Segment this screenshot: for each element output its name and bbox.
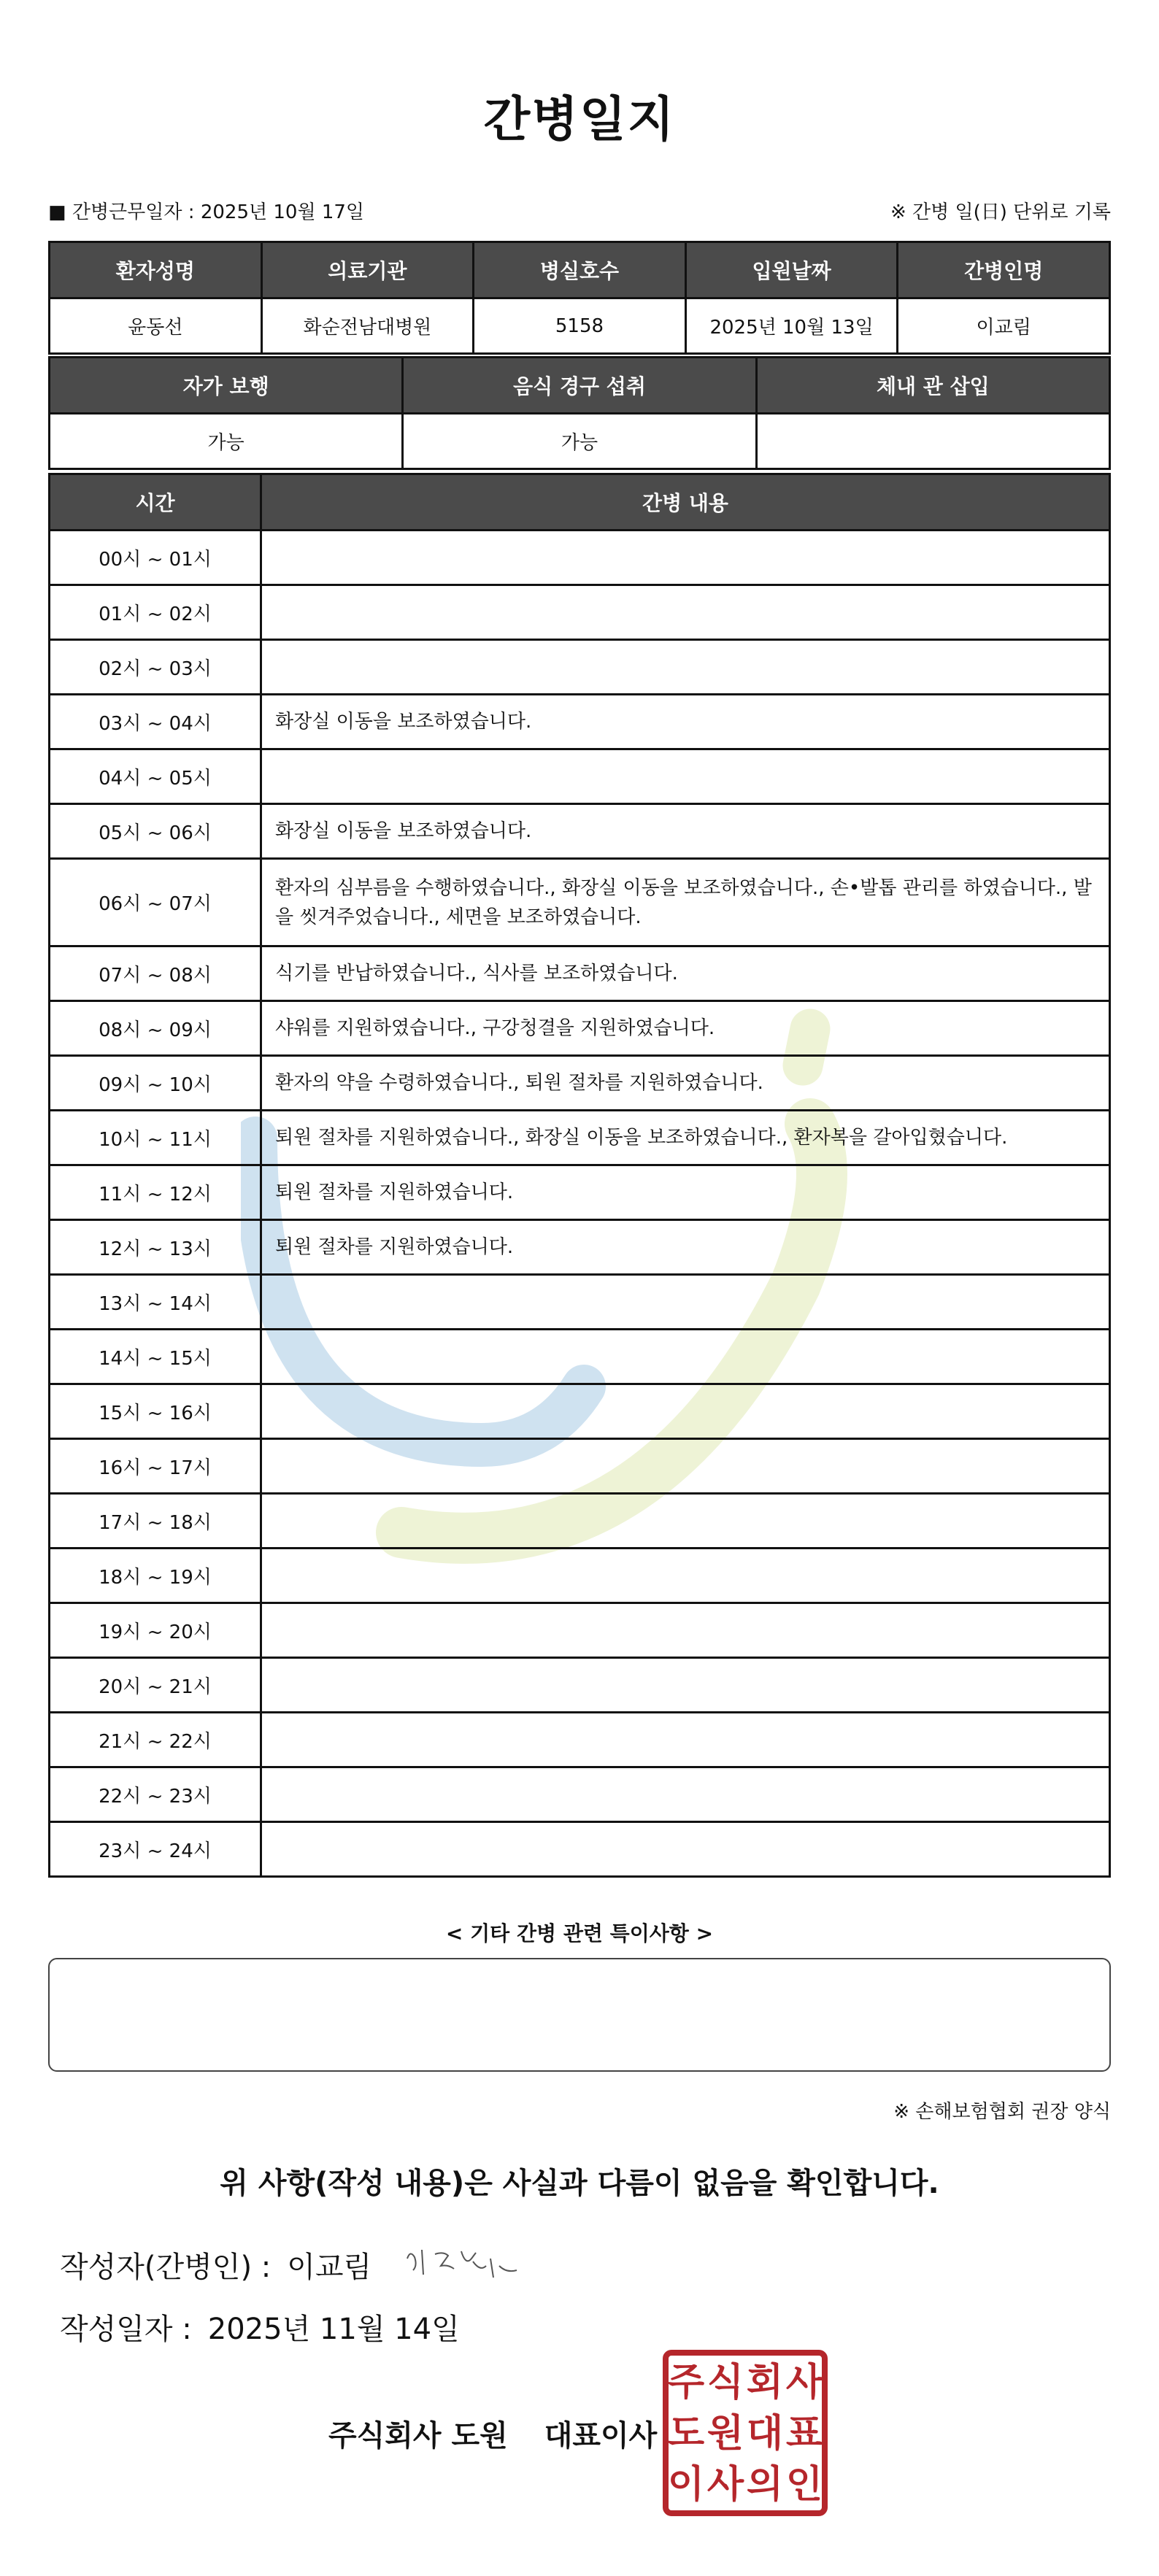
seal-char: 인 — [785, 2463, 823, 2507]
care-note — [261, 1549, 1110, 1603]
table-row — [50, 1822, 1110, 1877]
special-notes-heading: < 기타 간병 관련 특이사항 > — [445, 1921, 714, 1946]
confirmation-statement: 위 사항(작성 내용)은 사실과 다름이 없음을 확인합니다. — [220, 2167, 939, 2200]
company-seal-stamp — [663, 2350, 828, 2516]
time-slot: 17시 ~ 18시 — [50, 1494, 261, 1549]
written-date-line — [60, 2306, 460, 2348]
time-slot: 12시 ~ 13시 — [50, 1220, 261, 1275]
table-row — [50, 1384, 1110, 1439]
form-source-note: ※ 손해보험협회 권장 양식 — [893, 2101, 1111, 2123]
care-note — [261, 749, 1110, 804]
page-title: 간병일지 — [483, 91, 676, 147]
writer-line — [60, 2244, 371, 2286]
table-row — [50, 1275, 1110, 1330]
written-date: 2025년 11월 14일 — [207, 2313, 460, 2346]
time-slot: 14시 ~ 15시 — [50, 1330, 261, 1384]
header-walking: 자가 보행 — [50, 358, 403, 414]
unit-note: ※ 간병 일(日) 단위로 기록 — [890, 201, 1111, 223]
time-slot: 02시 ~ 03시 — [50, 640, 261, 695]
time-slot: 05시 ~ 06시 — [50, 804, 261, 859]
time-slot: 21시 ~ 22시 — [50, 1713, 261, 1767]
table-row — [50, 859, 1110, 946]
table-row — [50, 1111, 1110, 1165]
header-oral-intake: 음식 경구 섭취 — [403, 358, 756, 414]
header-care-content: 간병 내용 — [261, 474, 1110, 531]
time-slot: 13시 ~ 14시 — [50, 1275, 261, 1330]
table-row — [50, 749, 1110, 804]
table-row — [50, 1056, 1110, 1111]
care-note: 퇴원 절차를 지원하였습니다., 화장실 이동을 보조하였습니다., 환자복을 갈아입혔습니다. — [261, 1111, 1110, 1165]
table-row — [50, 1549, 1110, 1603]
table-row — [50, 1001, 1110, 1056]
table-row — [50, 804, 1110, 859]
writer-name: 이교림 — [287, 2251, 372, 2284]
table-row — [50, 1220, 1110, 1275]
care-note: 화장실 이동을 보조하였습니다. — [261, 804, 1110, 859]
time-slot: 22시 ~ 23시 — [50, 1767, 261, 1822]
seal-char: 회 — [746, 2361, 784, 2405]
care-note — [261, 1767, 1110, 1822]
table-row — [50, 1330, 1110, 1384]
seal-char: 주 — [667, 2361, 705, 2405]
walking-status: 가능 — [50, 414, 403, 469]
special-notes-box — [48, 1958, 1111, 2072]
header-hospital: 의료기관 — [261, 242, 474, 298]
care-note: 퇴원 절차를 지원하였습니다. — [261, 1220, 1110, 1275]
seal-char: 이 — [667, 2463, 705, 2507]
time-slot: 09시 ~ 10시 — [50, 1056, 261, 1111]
time-slot: 07시 ~ 08시 — [50, 946, 261, 1001]
seal-char: 사 — [785, 2361, 823, 2405]
time-slot: 03시 ~ 04시 — [50, 695, 261, 749]
header-patient-name: 환자성명 — [50, 242, 262, 298]
seal-char: 대 — [746, 2412, 784, 2456]
company-role: 대표이사 — [544, 2419, 658, 2453]
table-row — [50, 1713, 1110, 1767]
time-slot: 23시 ~ 24시 — [50, 1822, 261, 1877]
table-row — [50, 531, 1110, 585]
hospital-name: 화순전남대병원 — [261, 298, 474, 354]
header-tube: 체내 관 삽입 — [756, 358, 1109, 414]
admission-date: 2025년 10월 13일 — [685, 298, 898, 354]
care-note — [261, 1603, 1110, 1658]
time-slot: 04시 ~ 05시 — [50, 749, 261, 804]
time-slot: 06시 ~ 07시 — [50, 859, 261, 946]
tube-status — [756, 414, 1109, 469]
patient-info-table — [48, 241, 1111, 355]
header-caregiver: 간병인명 — [898, 242, 1110, 298]
table-row — [50, 1658, 1110, 1713]
room-number: 5158 — [474, 298, 686, 354]
care-note — [261, 585, 1110, 640]
table-row — [50, 695, 1110, 749]
caregiver-name: 이교림 — [898, 298, 1110, 354]
care-log-table — [48, 473, 1111, 1878]
seal-char: 원 — [706, 2412, 744, 2456]
care-note: 샤워를 지원하였습니다., 구강청결을 지원하였습니다. — [261, 1001, 1110, 1056]
care-note — [261, 640, 1110, 695]
time-slot: 18시 ~ 19시 — [50, 1549, 261, 1603]
time-slot: 16시 ~ 17시 — [50, 1439, 261, 1494]
care-note: 화장실 이동을 보조하였습니다. — [261, 695, 1110, 749]
care-date: ■ 간병근무일자 : 2025년 10월 17일 — [48, 201, 365, 223]
care-note: 환자의 약을 수령하였습니다., 퇴원 절차를 지원하였습니다. — [261, 1056, 1110, 1111]
care-note — [261, 1384, 1110, 1439]
header-admission-date: 입원날짜 — [685, 242, 898, 298]
seal-char: 사 — [706, 2463, 744, 2507]
table-row — [50, 1767, 1110, 1822]
care-note — [261, 1275, 1110, 1330]
company-name: 주식회사 도원 — [328, 2419, 508, 2453]
oral-intake-status: 가능 — [403, 414, 756, 469]
care-note — [261, 1330, 1110, 1384]
table-row — [50, 640, 1110, 695]
writer-label: 작성자(간병인) : — [60, 2251, 272, 2284]
care-note — [261, 1439, 1110, 1494]
time-slot: 10시 ~ 11시 — [50, 1111, 261, 1165]
time-slot: 11시 ~ 12시 — [50, 1165, 261, 1220]
written-date-label: 작성일자 : — [60, 2313, 192, 2346]
table-row — [50, 1439, 1110, 1494]
company-line — [328, 2413, 657, 2454]
table-row — [50, 946, 1110, 1001]
care-note — [261, 1822, 1110, 1877]
table-row — [50, 1494, 1110, 1549]
care-note — [261, 1658, 1110, 1713]
time-slot: 15시 ~ 16시 — [50, 1384, 261, 1439]
time-slot: 00시 ~ 01시 — [50, 531, 261, 585]
seal-char: 표 — [785, 2412, 823, 2456]
care-note: 환자의 심부름을 수행하였습니다., 화장실 이동을 보조하였습니다., 손•발톱 관리를 하였습니다., 발을 씻겨주었습니다., 세면을 보조하였습니다. — [261, 859, 1110, 946]
time-slot: 19시 ~ 20시 — [50, 1603, 261, 1658]
table-row — [50, 585, 1110, 640]
seal-char: 도 — [667, 2412, 705, 2456]
table-row — [50, 1603, 1110, 1658]
time-slot: 20시 ~ 21시 — [50, 1658, 261, 1713]
care-note: 식기를 반납하였습니다., 식사를 보조하였습니다. — [261, 946, 1110, 1001]
patient-status-table — [48, 356, 1111, 470]
header-room: 병실호수 — [474, 242, 686, 298]
care-note — [261, 1494, 1110, 1549]
time-slot: 08시 ~ 09시 — [50, 1001, 261, 1056]
seal-char: 의 — [746, 2463, 784, 2507]
time-slot: 01시 ~ 02시 — [50, 585, 261, 640]
table-row — [50, 1165, 1110, 1220]
header-time: 시간 — [50, 474, 261, 531]
care-note — [261, 531, 1110, 585]
seal-char: 식 — [706, 2361, 744, 2405]
care-note — [261, 1713, 1110, 1767]
care-note: 퇴원 절차를 지원하였습니다. — [261, 1165, 1110, 1220]
patient-name: 윤동선 — [50, 298, 262, 354]
handwritten-signature — [400, 2237, 524, 2288]
